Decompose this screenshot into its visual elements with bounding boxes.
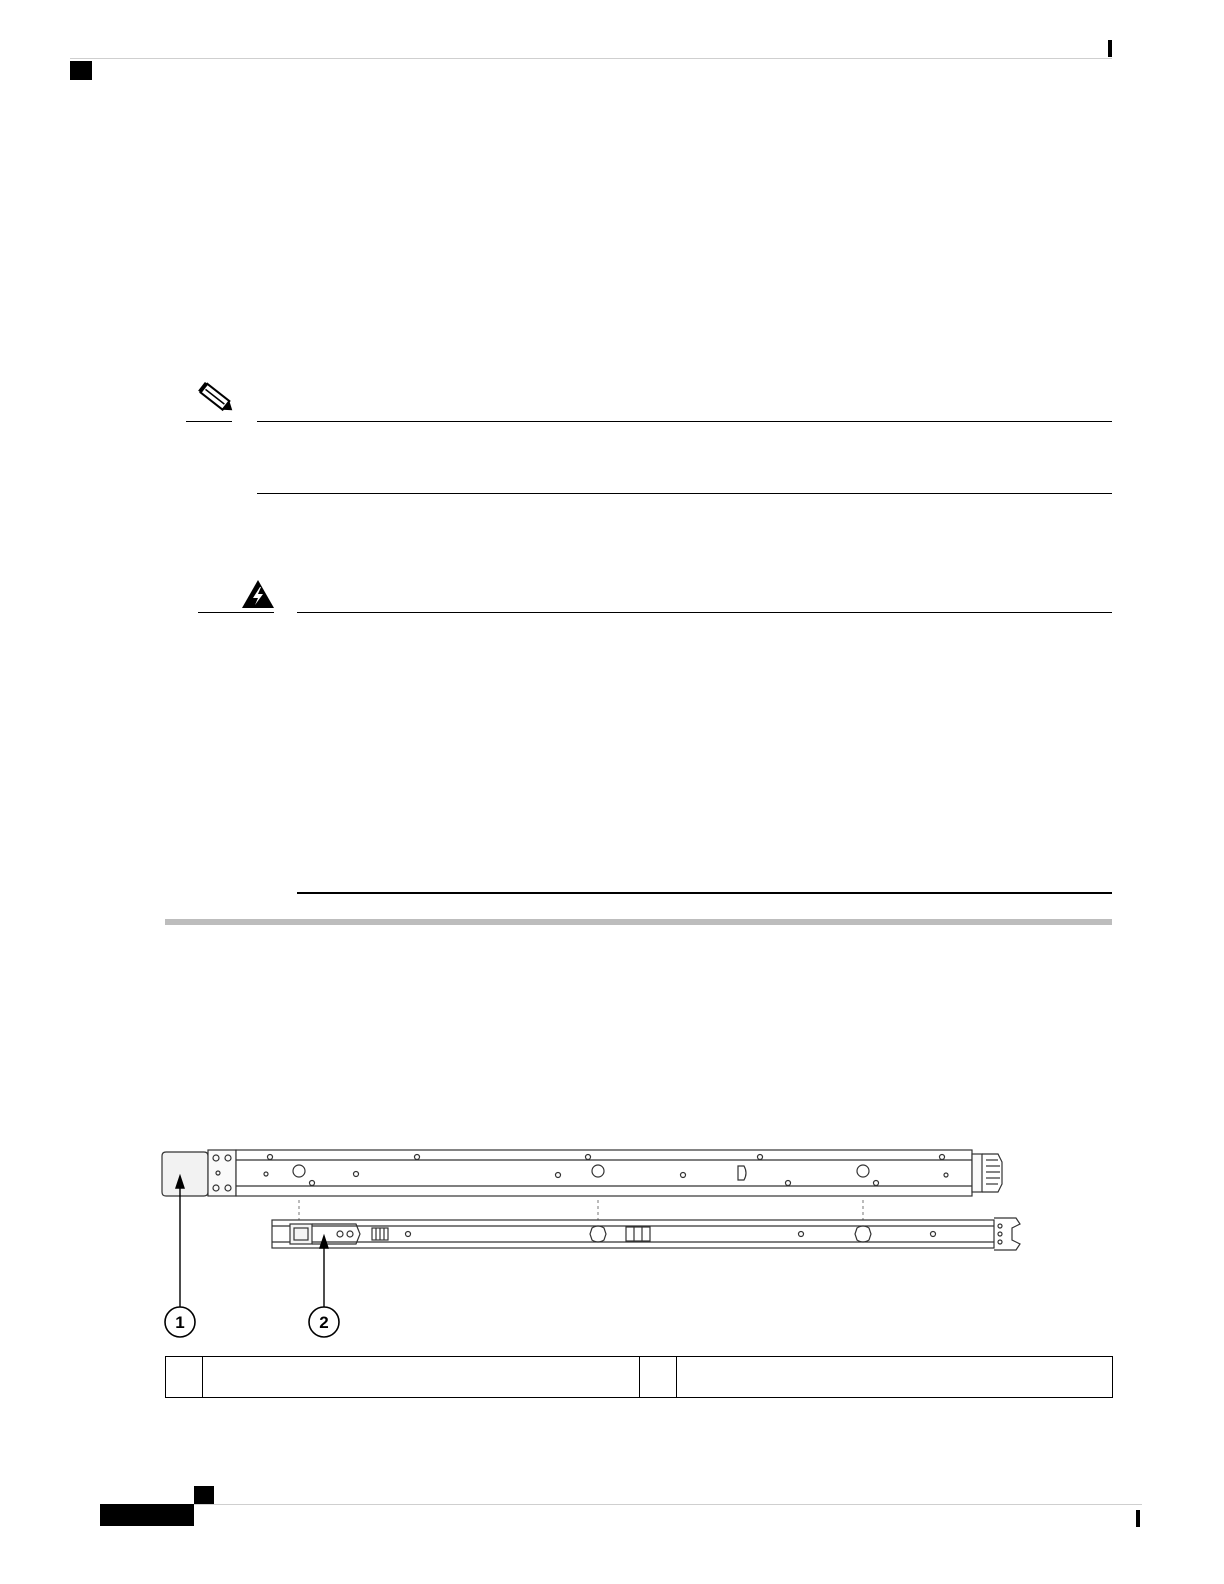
bracket-plate	[208, 1150, 236, 1196]
warning-bottom-rule	[297, 892, 1112, 894]
callout-number-cell	[640, 1357, 677, 1398]
section-divider	[165, 919, 1112, 925]
callout-description-cell	[677, 1357, 1113, 1398]
note-icon-rule	[186, 421, 232, 422]
header-corner-mark	[1108, 40, 1112, 57]
front-bracket	[162, 1152, 208, 1196]
rail-assembly-figure	[160, 1140, 1030, 1340]
table-row	[166, 1357, 1113, 1398]
callout-number-cell	[166, 1357, 203, 1398]
callout-2	[309, 1307, 339, 1337]
warning-icon-rule	[198, 612, 274, 613]
lightning-warning-icon	[240, 578, 276, 610]
note-top-rule	[257, 421, 1112, 422]
warning-top-rule	[297, 612, 1112, 613]
footer-rule	[194, 1504, 1142, 1505]
footer-corner-mark	[1136, 1510, 1140, 1527]
header-rule	[70, 58, 1112, 59]
callout-2-number: 2	[319, 1313, 329, 1332]
footer-page-tab	[194, 1486, 214, 1504]
callout-1	[165, 1307, 195, 1337]
callout-description-cell	[203, 1357, 640, 1398]
note-bottom-rule	[257, 493, 1112, 494]
footer-page-bar	[100, 1504, 194, 1526]
pencil-note-icon	[196, 382, 238, 416]
callout-1-number: 1	[175, 1313, 185, 1332]
callout-legend-table	[165, 1356, 1113, 1398]
header-page-tab	[70, 61, 92, 80]
